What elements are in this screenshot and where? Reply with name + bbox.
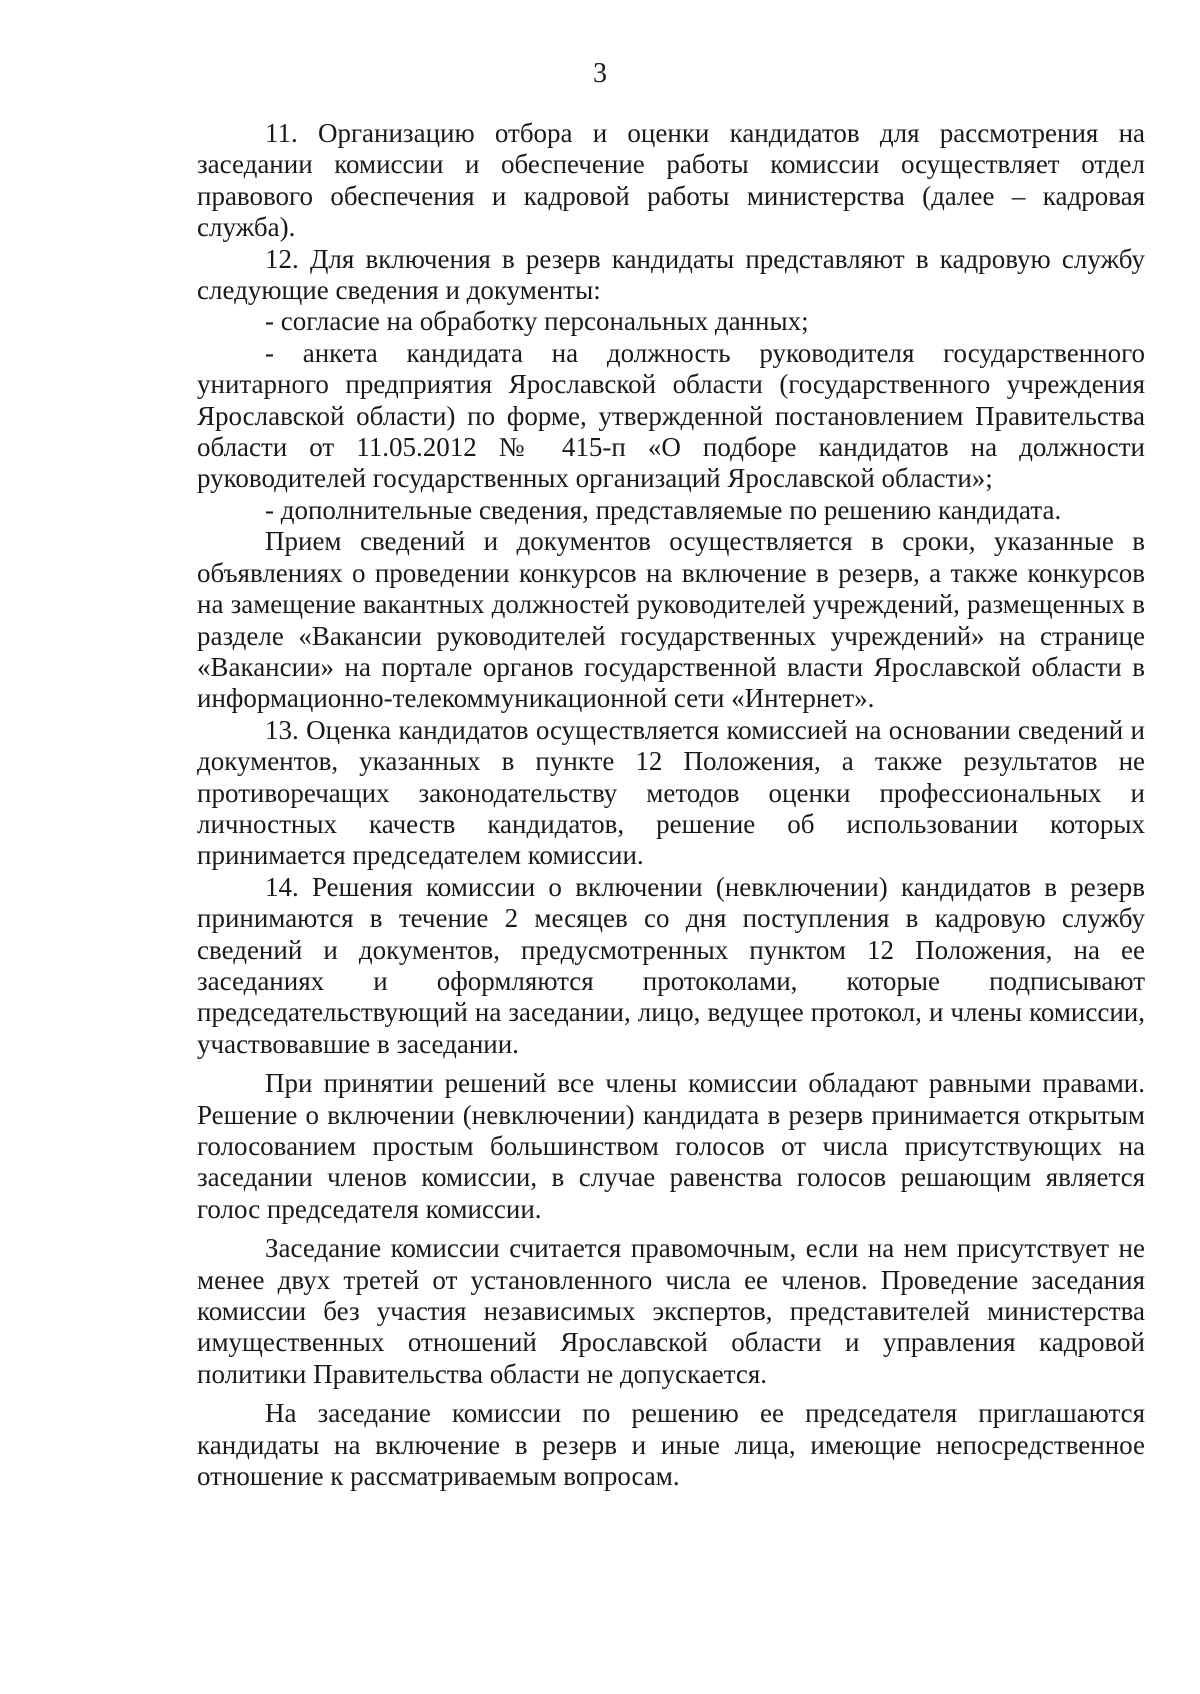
paragraph-invitees: На заседание комиссии по решению ее председателя приглашаются кандидаты на включение в резерв и иные лица, имеющие непосредственное отношение к рассматриваемым вопросам. — [197, 1398, 1145, 1492]
list-item-questionnaire: - анкета кандидата на должность руководителя государственного унитарного предприятия Ярославской области (государственного учреждения Ярославской области) по форме, утвержденной постановлением Правительства области от 11.05.2012 № 415-п «О подборе кандидатов на должности руководителей государственных организаций Ярославской области»; — [197, 337, 1145, 494]
list-item-additional-info: - дополнительные сведения, представляемые по решению кандидата. — [265, 494, 1062, 525]
paragraph-spacer — [197, 1390, 1145, 1398]
paragraph-item-12: 12. Для включения в резерв кандидаты представляют в кадровую службу следующие сведения и документы: — [197, 243, 1145, 306]
paragraph-document-intake: Прием сведений и документов осуществляется в сроки, указанные в объявлениях о проведении конкурсов на включение в резерв, а также конкурсов на замещение вакантных должностей руководителей учреждений, размещенных в разделе «Вакансии руководителей государственных учреждений» на странице «Вакансии» на портале органов государственной власти Ярославской области в информационно-телекоммуникационной сети «Интернет». — [197, 526, 1145, 714]
paragraph-voting: При принятии решений все члены комиссии обладают равными правами. Решение о включении (невключении) кандидата в резерв принимается открытым голосованием простым большинством голосов от числа присутствующих на заседании членов комиссии, в случае равенства голосов решающим является голос председателя комиссии. — [197, 1068, 1145, 1224]
page-number: 3 — [593, 58, 607, 89]
paragraph-item-11: 11. Организацию отбора и оценки кандидатов для рассмотрения на заседании комиссии и обеспечение работы комиссии осуществляет отдел правового обеспечения и кадровой работы министерства (далее – кадровая служба). — [197, 118, 1145, 243]
list-item-consent: - согласие на обработку персональных данных; — [265, 306, 809, 337]
paragraph-item-13: 13. Оценка кандидатов осуществляется комиссией на основании сведений и документов, указанных в пункте 12 Положения, а также результатов не противоречащих законодательству методов оценки профессиональных и личностных качеств кандидатов, решение об использовании которых принимается председателем комиссии. — [197, 714, 1145, 871]
paragraph-quorum: Заседание комиссии считается правомочным, если на нем присутствует не менее двух третей от установленного числа ее членов. Проведение заседания комиссии без участия независимых экспертов, представителей министерства имущественных отношений Ярославской области и управления кадровой политики Правительства области не допускается. — [197, 1233, 1145, 1389]
paragraph-spacer — [197, 1060, 1145, 1068]
document-body — [197, 118, 1145, 1492]
paragraph-spacer — [197, 1225, 1145, 1233]
paragraph-item-14: 14. Решения комиссии о включении (невключении) кандидатов в резерв принимаются в течение 2 месяцев со дня поступления в кадровую службу сведений и документов, предусмотренных пунктом 12 Положения, на ее заседаниях и оформляются протоколами, которые подписывают председательствующий на заседании, лицо, ведущее протокол, и члены комиссии, участвовавшие в заседании. — [197, 871, 1145, 1059]
